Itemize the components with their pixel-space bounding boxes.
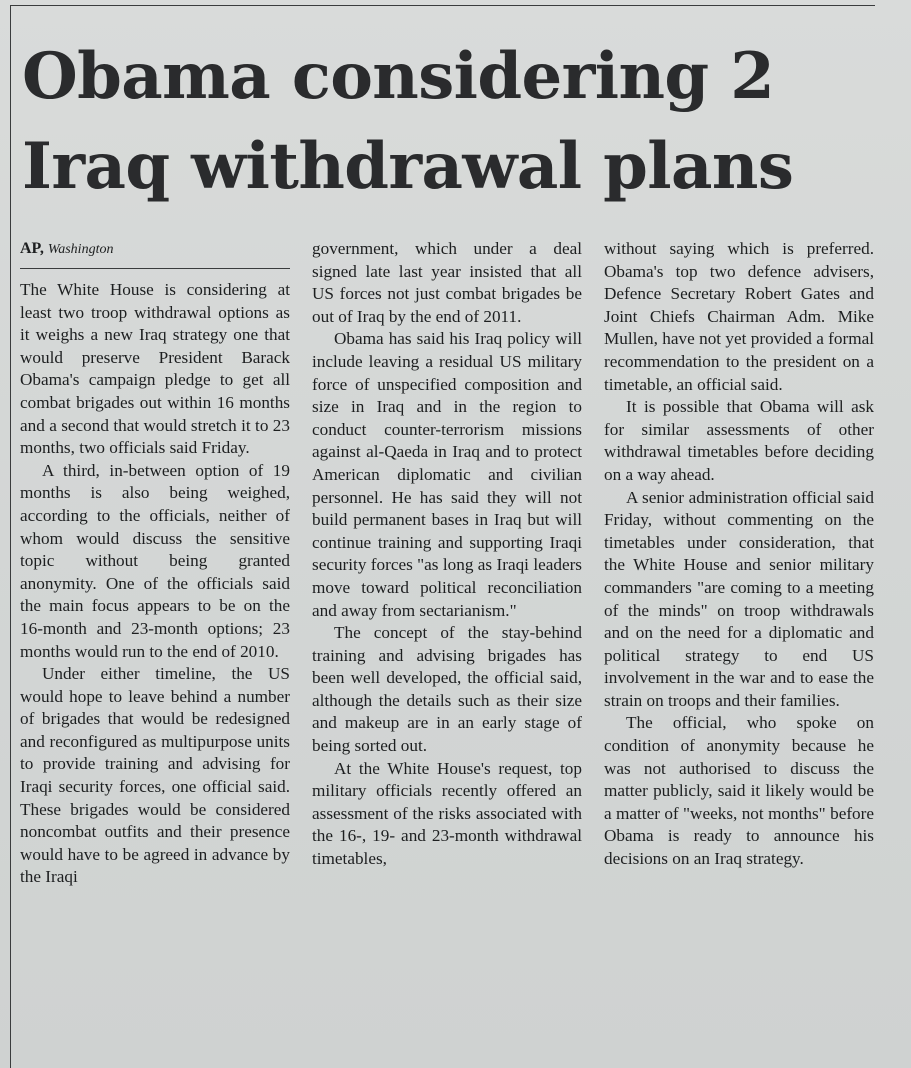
byline-place: Washington: [47, 242, 114, 257]
paragraph: The concept of the stay-behind training and advising brigades has been well developed, the official said, although the details such as their size and makeup are in an early stage of being sorted out.: [312, 623, 582, 756]
paragraph: without saying which is preferred. Obama's top two defence advisers, Defence Secretary Robert Gates and Joint Chiefs Chairman Adm. Mike Mullen, have not yet provided a formal recommendation to the president on a timetable, an official said.: [604, 239, 874, 394]
paragraph: A third, in-between option of 19 months is also being weighed, according to the officials, neither of whom would discuss the sensitive topic without being granted anonymity. One of the officials said the main focus appears to be on the 16-month and 23-month options; 23 months would run to the end of 2010.: [20, 460, 290, 661]
byline: [20, 238, 290, 269]
left-rule: [10, 5, 11, 1068]
article-body: [20, 238, 900, 1066]
top-rule: [10, 5, 875, 6]
headline: Obama considering 2 Iraq withdrawal plans: [22, 39, 794, 204]
column-1: [20, 238, 290, 889]
byline-agency: AP,: [20, 240, 44, 257]
paragraph: Obama has said his Iraq policy will include leaving a residual US military force of unspecified composition and size in Iraq and in the region to conduct counter-terrorism missions against al-Qaeda in Iraq and to protect American diplomatic and civilian personnel. He has said they will not build permanent bases in Iraq but will continue training and supporting Iraqi security forces "as long as Iraqi leaders move toward political reconciliation and away from sectarianism.": [312, 329, 582, 620]
column-3: [604, 238, 874, 871]
paragraph: The White House is considering at least two troop withdrawal options as it weighs a new Iraq strategy one that would preserve President Barack Obama's campaign pledge to get all combat brigades out within 16 months and a second that would stretch it to 23 months, two officials said Friday.: [20, 280, 290, 458]
paragraph: Under either timeline, the US would hope to leave behind a number of brigades that would be redesigned and reconfigured as multipurpose units to provide training and advising for Iraqi security forces, one official said. These brigades would be considered noncombat outfits and their presence would have to be agreed in advance by the Iraqi: [20, 664, 290, 887]
paragraph: At the White House's request, top military officials recently offered an assessment of the risks associated with the 16-, 19- and 23-month withdrawal timetables,: [312, 758, 582, 869]
paragraph: government, which under a deal signed late last year insisted that all US forces not just combat brigades be out of Iraq by the end of 2011.: [312, 239, 582, 326]
paragraph: It is possible that Obama will ask for similar assessments of other withdrawal timetables before deciding on a way ahead.: [604, 397, 874, 484]
paragraph: A senior administration official said Friday, without commenting on the timetables under consideration, that the White House and senior military commanders "are coming to a meeting of the minds" on troop withdrawals and on the need for a diplomatic and political strategy to end US involvement in the war and to ease the strain on troops and their families.: [604, 487, 874, 710]
paragraph: The official, who spoke on condition of anonymity because he was not authorised to discuss the matter publicly, said it likely would be a matter of "weeks, not months" before Obama is ready to announce his decisions on an Iraq strategy.: [604, 713, 874, 869]
column-2: [312, 238, 582, 871]
